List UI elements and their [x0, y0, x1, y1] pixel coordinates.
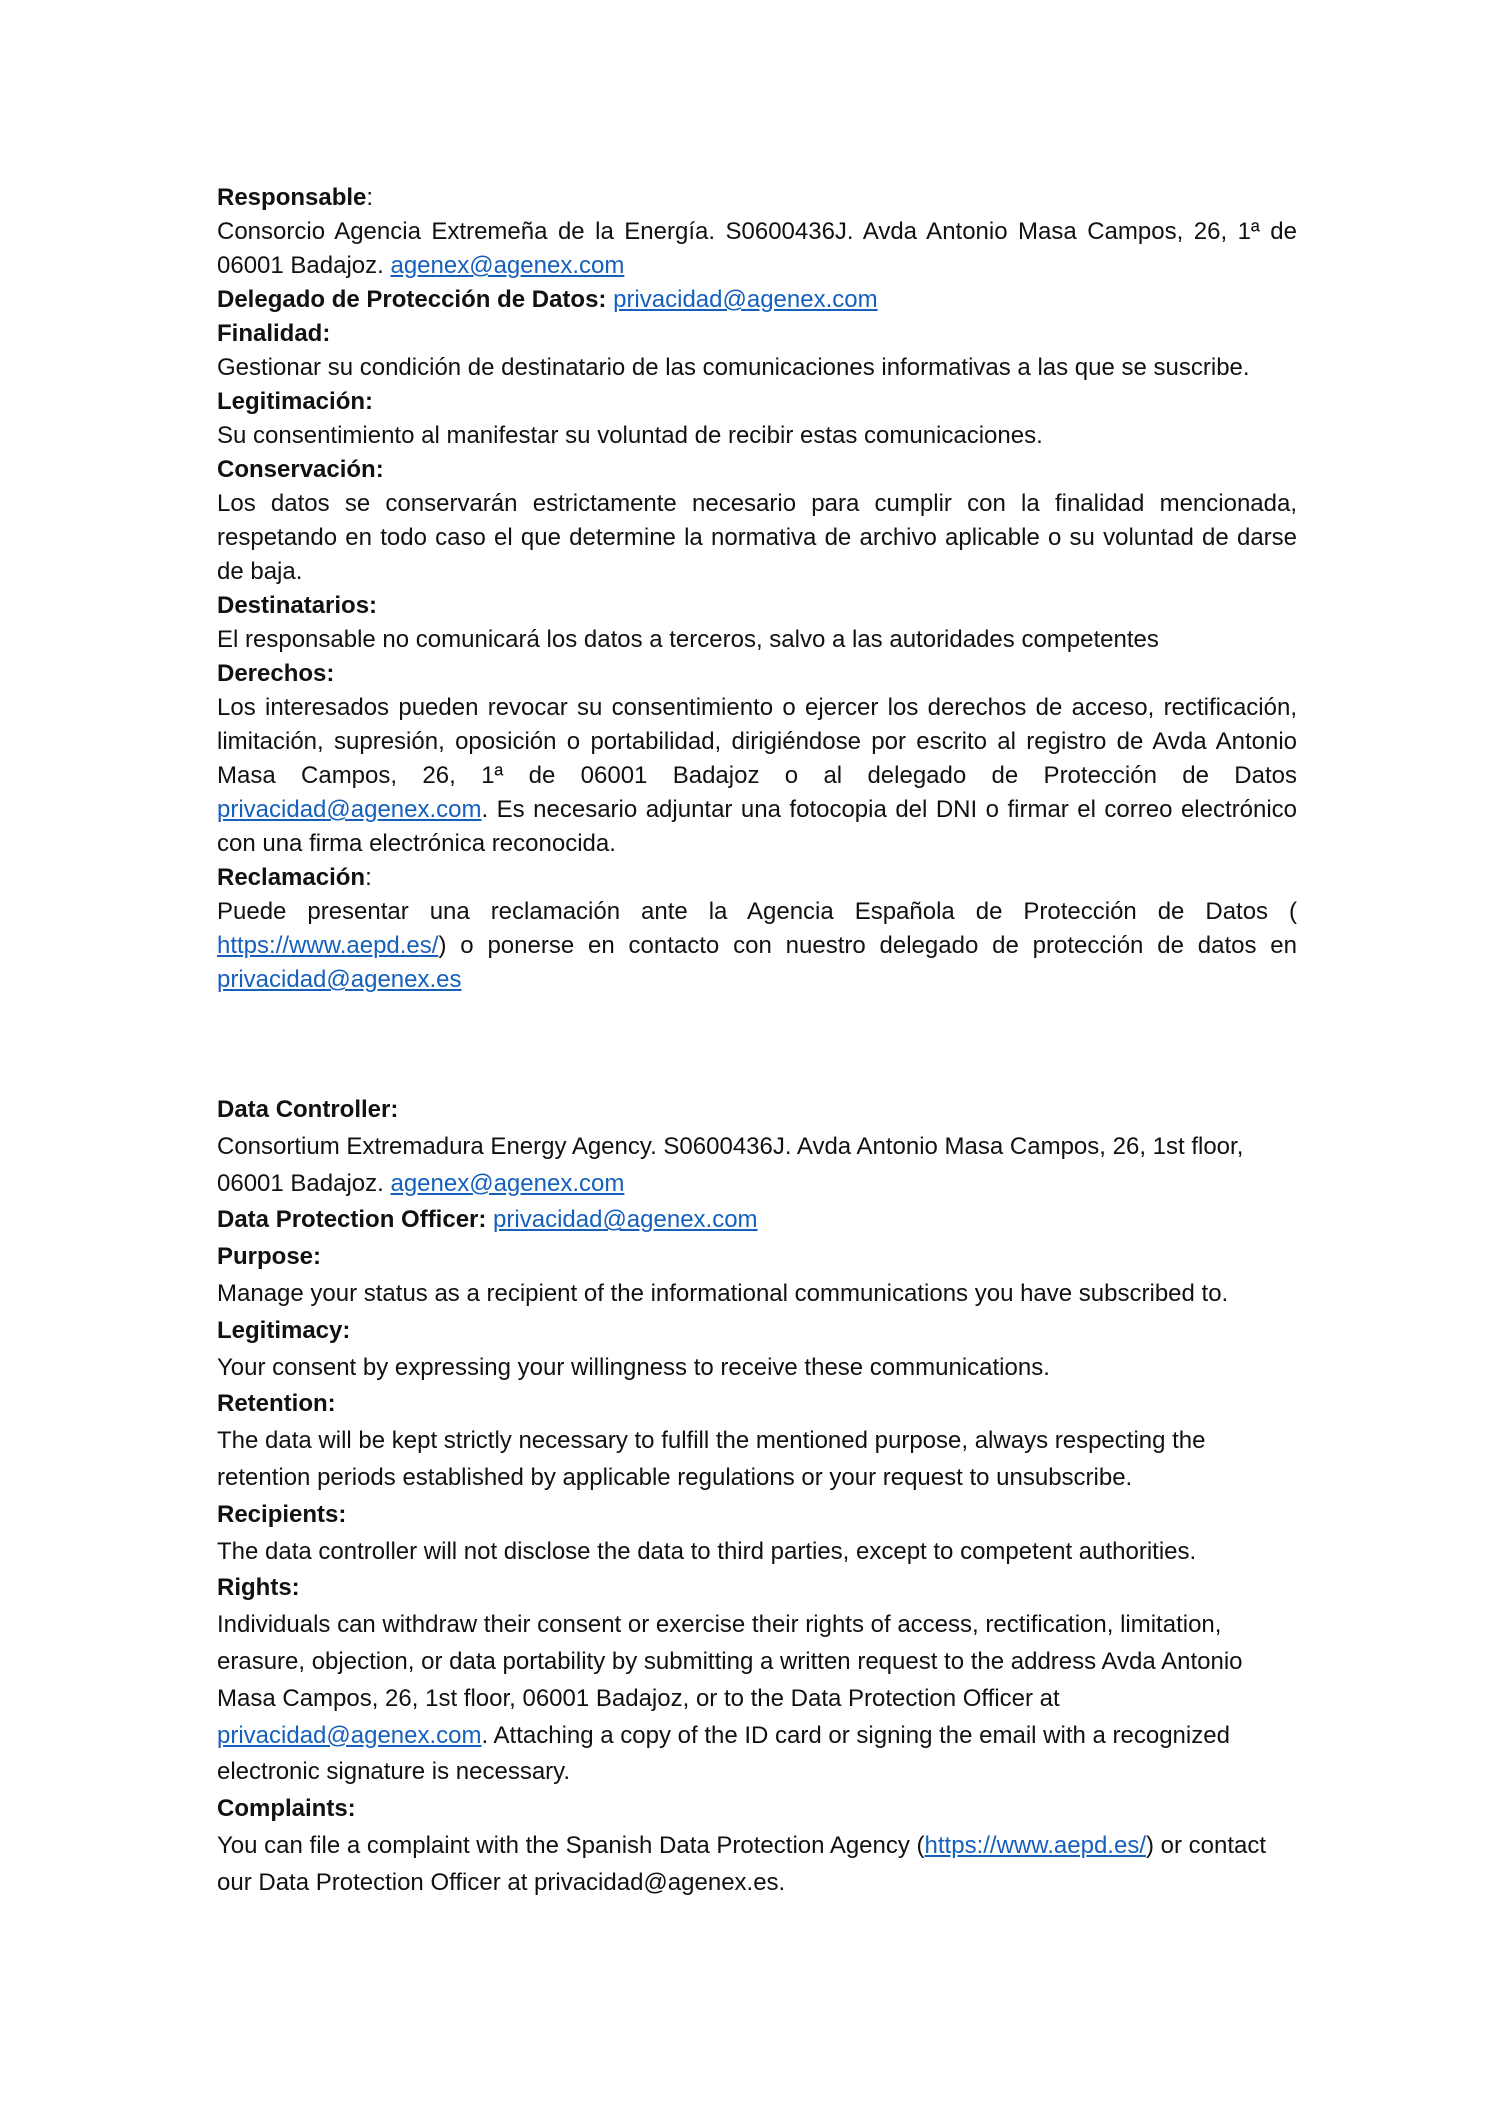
- aepd-link-en[interactable]: https://www.aepd.es/: [924, 1831, 1146, 1859]
- dpd-line: [217, 283, 1297, 317]
- complaints-heading: Complaints:: [217, 1795, 356, 1823]
- aepd-link[interactable]: https://www.aepd.es/: [217, 932, 439, 959]
- conservacion-text: Los datos se conservarán estrictamente necesario para cumplir con la finalidad mencionada, respetando en todo caso el que determine la normativa de archivo aplicable o su voluntad de darse de baja.: [217, 490, 1297, 585]
- destinatarios-text: El responsable no comunicará los datos a terceros, salvo a las autoridades competentes: [217, 626, 1159, 653]
- rights-email-link[interactable]: privacidad@agenex.com: [217, 1721, 482, 1749]
- dpo-heading: Data Protection Officer:: [217, 1206, 494, 1234]
- reclamacion-email-link[interactable]: privacidad@agenex.es: [217, 966, 462, 993]
- rights-text: [217, 1607, 1287, 1791]
- retention-heading: Retention:: [217, 1390, 336, 1418]
- english-privacy-notice: [217, 1092, 1287, 1902]
- reclamacion-body-2: ) o ponerse en contacto con nuestro delegado de protección de datos en: [438, 932, 1297, 959]
- responsable-body: Consorcio Agencia Extremeña de la Energía. S0600436J. Avda Antonio Masa Campos, 26, 1ª de 06001 Badajoz.: [217, 218, 1297, 279]
- derechos-body-2: . Es necesario adjuntar una fotocopia del DNI o firmar el correo electrónico con una firma electrónica reconocida.: [217, 796, 1297, 857]
- rights-heading: Rights:: [217, 1574, 300, 1602]
- finalidad-text: Gestionar su condición de destinatario de las comunicaciones informativas a las que se suscribe.: [217, 354, 1250, 381]
- complaints-body-2: ) or contact our Data Protection Officer at privacidad@agenex.es.: [217, 1831, 1267, 1896]
- legitimacy-text: Your consent by expressing your willingness to receive these communications.: [217, 1353, 1050, 1381]
- recipients-heading: Recipients:: [217, 1500, 347, 1528]
- recipients-text: The data controller will not disclose the data to third parties, except to competent authorities.: [217, 1537, 1197, 1565]
- rights-body-2: . Attaching a copy of the ID card or signing the email with a recognized electronic signature is necessary.: [217, 1721, 1230, 1786]
- derechos-body-1: Los interesados pueden revocar su consentimiento o ejercer los derechos de acceso, rectificación, limitación, supresión, oposición o portabilidad, dirigiéndose por escrito al registro de Avda Antonio Masa Campos, 26, 1ª de 06001 Badajoz o al delegado de Protección de Datos: [217, 694, 1297, 789]
- controller-body: Consortium Extremadura Energy Agency. S0600436J. Avda Antonio Masa Campos, 26, 1st floor, 06001 Badajoz.: [217, 1132, 1244, 1197]
- retention-text: The data will be kept strictly necessary to fulfill the mentioned purpose, always respecting the retention periods established by applicable regulations or your request to unsubscribe.: [217, 1427, 1206, 1491]
- purpose-text: Manage your status as a recipient of the informational communications you have subscribed to.: [217, 1279, 1229, 1307]
- derechos-heading: Derechos:: [217, 660, 335, 687]
- legitimacy-heading: Legitimacy:: [217, 1316, 351, 1344]
- complaints-text: [217, 1828, 1287, 1902]
- reclamacion-heading: Reclamación: [217, 864, 366, 891]
- destinatarios-heading: Destinatarios:: [217, 592, 378, 619]
- legitimacion-heading: Legitimación:: [217, 388, 374, 415]
- colon: :: [366, 184, 374, 211]
- reclamacion-text: [217, 895, 1297, 997]
- responsable-heading-line: [217, 181, 1297, 215]
- legitimacion-text: Su consentimiento al manifestar su voluntad de recibir estas comunicaciones.: [217, 422, 1043, 449]
- colon: :: [365, 864, 372, 891]
- conservacion-heading: Conservación:: [217, 456, 384, 483]
- controller-email-link[interactable]: agenex@agenex.com: [390, 1169, 625, 1197]
- rights-body-1: Individuals can withdraw their consent or exercise their rights of access, rectification, limitation, erasure, objection, or data portability by submitting a written request to the address Avda Antonio Masa Campos, 26, 1st floor, 06001 Badajoz, or to the Data Protection Officer at: [217, 1611, 1243, 1712]
- dpd-email-link[interactable]: privacidad@agenex.com: [613, 286, 878, 313]
- derechos-text: [217, 691, 1297, 861]
- controller-heading: Data Controller:: [217, 1096, 399, 1123]
- complaints-body-1: You can file a complaint with the Spanish Data Protection Agency (: [217, 1831, 925, 1859]
- dpo-email-link[interactable]: privacidad@agenex.com: [493, 1206, 758, 1234]
- derechos-email-link[interactable]: privacidad@agenex.com: [217, 796, 482, 823]
- dpd-heading: Delegado de Protección de Datos:: [217, 286, 614, 313]
- reclamacion-heading-line: [217, 861, 1297, 895]
- purpose-heading: Purpose:: [217, 1243, 322, 1271]
- agenex-email-link[interactable]: agenex@agenex.com: [390, 252, 625, 279]
- spanish-privacy-notice: [217, 181, 1297, 997]
- responsable-text: [217, 215, 1297, 283]
- finalidad-heading: Finalidad:: [217, 320, 331, 347]
- controller-text: [217, 1129, 1287, 1203]
- responsable-heading: Responsable: [217, 184, 367, 211]
- dpo-line: [217, 1202, 1287, 1239]
- reclamacion-body-1: Puede presentar una reclamación ante la Agencia Española de Protección de Datos (: [217, 898, 1297, 925]
